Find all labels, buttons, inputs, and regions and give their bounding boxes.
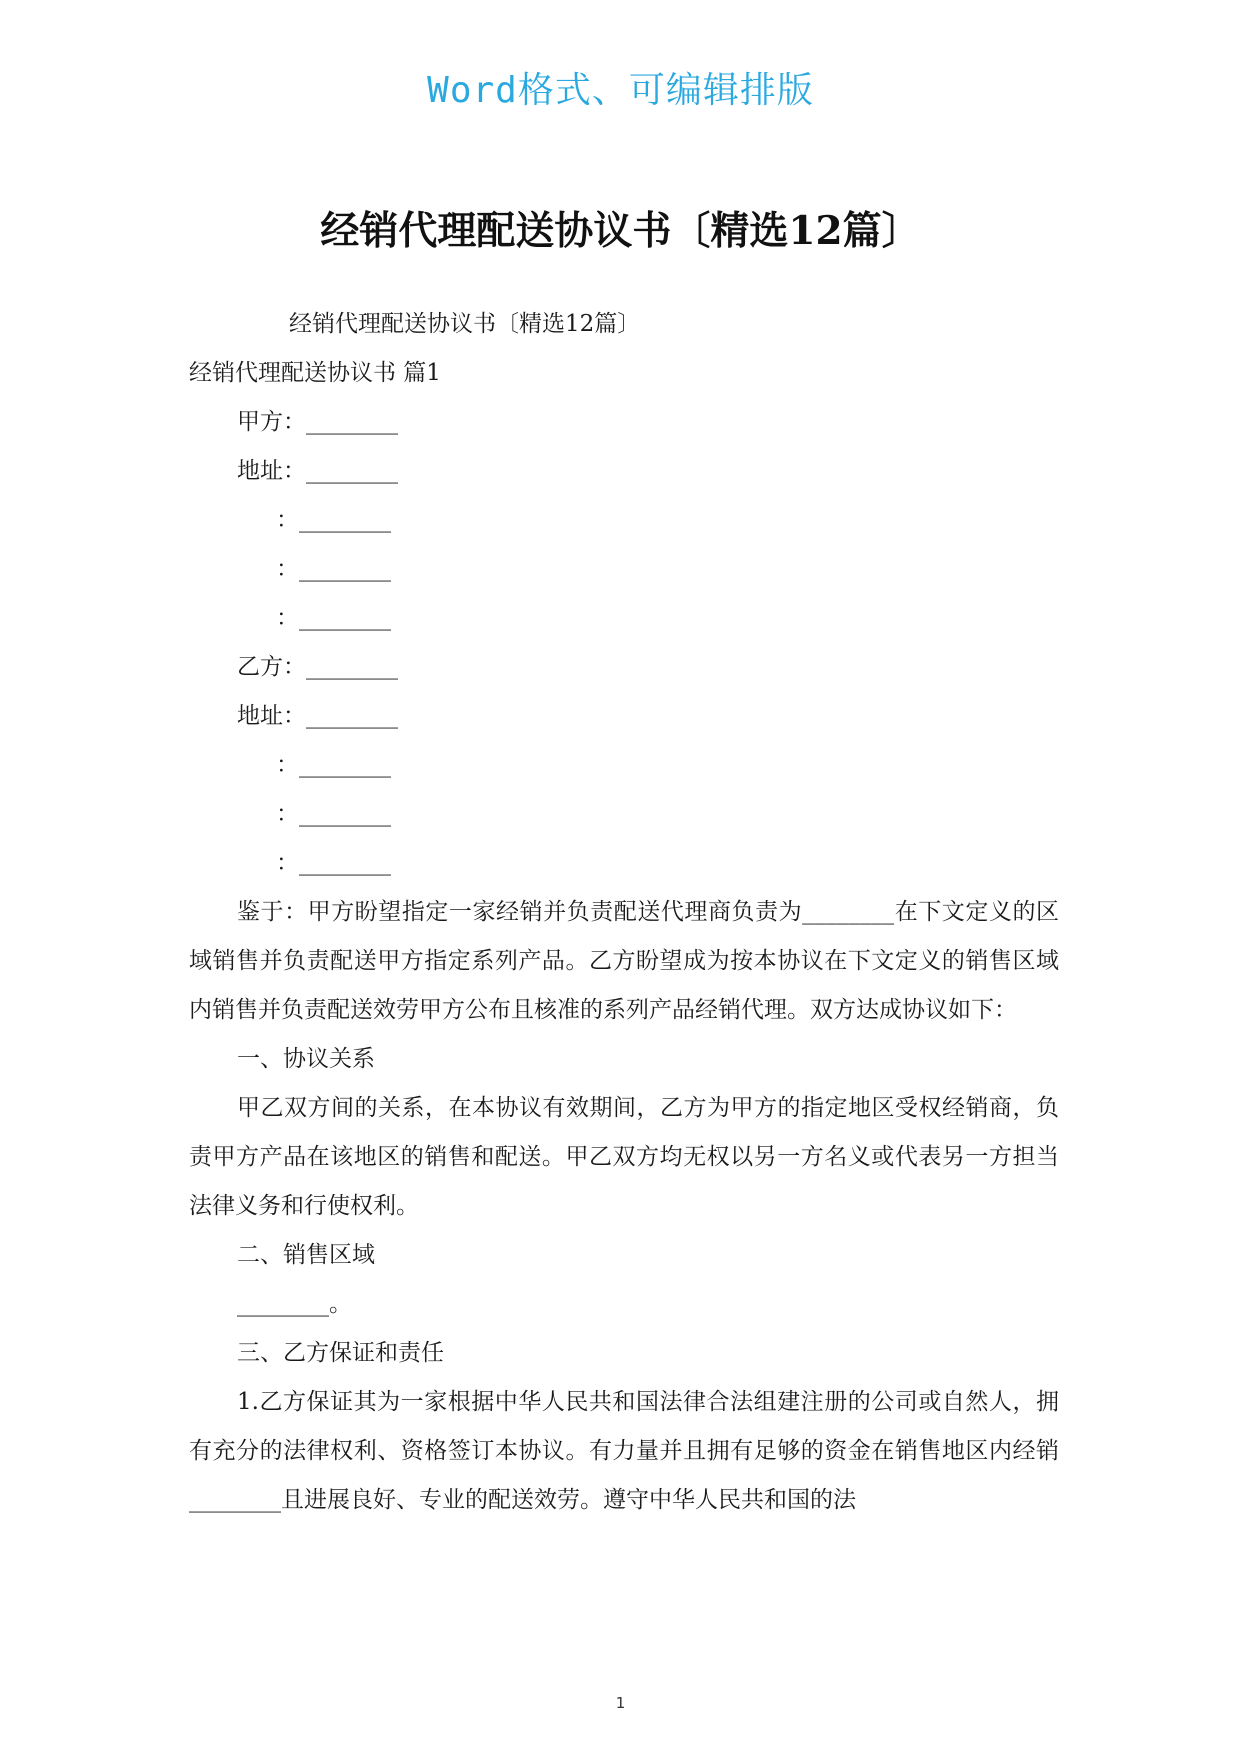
party-b-field-line: ：________	[276, 752, 391, 778]
watermark-header: Word格式、可编辑排版	[427, 70, 814, 111]
party-b-address-line: 地址：________	[237, 703, 398, 729]
preamble-paragraph: 鉴于：甲方盼望指定一家经销并负责配送代理商负责为________在下文定义的区域销售并负责配送甲方指定系列产品。乙方盼望成为按本协议在下文定义的销售区域内销售并负责配送效劳甲方公布且核准的系列产品经销代理。双方达成协议如下：	[189, 899, 1059, 1023]
clause-paragraph-2: ________。	[237, 1291, 352, 1317]
page-number: 1	[615, 1694, 626, 1712]
party-b-field-line: ：________	[276, 801, 391, 827]
party-a-address-line: 地址：________	[237, 458, 398, 484]
party-a-line: 甲方：________	[237, 409, 398, 435]
party-b-line: 乙方：________	[237, 654, 398, 680]
party-b-field-line: ：________	[276, 850, 391, 876]
clause-paragraph-3: 1.乙方保证其为一家根据中华人民共和国法律合法组建注册的公司或自然人，拥有充分的法律权利、资格签订本协议。有力量并且拥有足够的资金在销售地区内经销________且进展良好、专业的配送效劳。遵守中华人民共和国的法	[189, 1389, 1059, 1513]
party-a-field-line: ：________	[276, 605, 391, 631]
clause-heading-2: 二、销售区域	[237, 1242, 375, 1268]
section-heading: 经销代理配送协议书 篇1	[189, 360, 441, 386]
document-title: 经销代理配送协议书〔精选12篇〕	[320, 208, 921, 254]
party-a-field-line: ：________	[276, 507, 391, 533]
document-body	[189, 300, 1059, 1525]
clause-heading-1: 一、协议关系	[237, 1046, 375, 1072]
clause-heading-3: 三、乙方保证和责任	[237, 1340, 444, 1366]
party-a-field-line: ：________	[276, 556, 391, 582]
clause-paragraph-1: 甲乙双方间的关系，在本协议有效期间，乙方为甲方的指定地区受权经销商，负责甲方产品在该地区的销售和配送。甲乙双方均无权以另一方名义或代表另一方担当法律义务和行使权利。	[189, 1095, 1059, 1219]
document-subtitle: 经销代理配送协议书〔精选12篇〕	[289, 311, 641, 337]
